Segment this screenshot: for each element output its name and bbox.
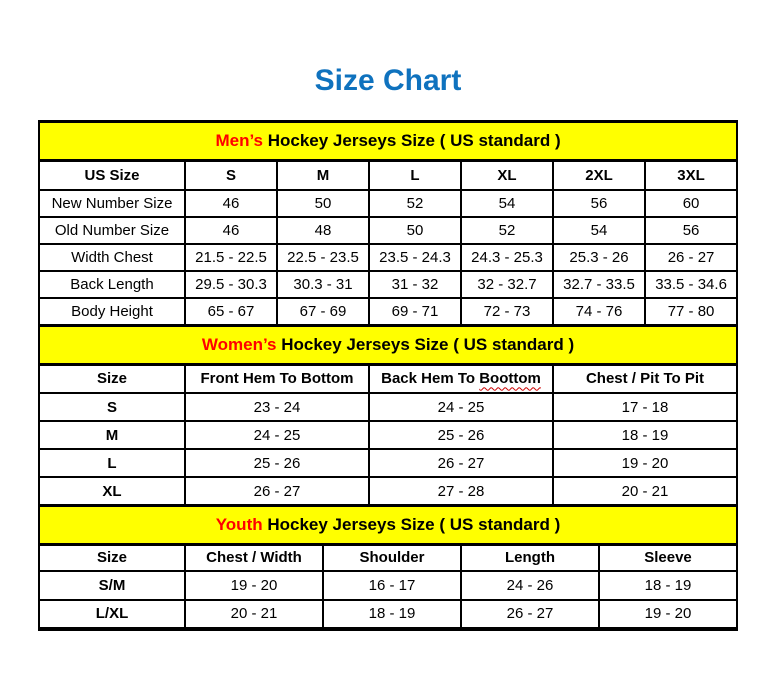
size-cell: 18 - 19: [553, 421, 737, 449]
womens-col-header: [369, 364, 553, 393]
row-label: XL: [39, 477, 185, 505]
youth-col-header: Size: [39, 545, 185, 571]
size-cell: 25 - 26: [369, 421, 553, 449]
size-cell: 46: [185, 190, 277, 217]
size-cell: 74 - 76: [553, 298, 645, 325]
size-cell: 65 - 67: [185, 298, 277, 325]
table-row: [39, 571, 737, 600]
table-row: [39, 190, 737, 217]
row-label: S: [39, 393, 185, 421]
size-cell: 54: [461, 190, 553, 217]
mens-caption: [39, 122, 737, 161]
size-cell: 31 - 32: [369, 271, 461, 298]
size-cell: 72 - 73: [461, 298, 553, 325]
row-label: L/XL: [39, 600, 185, 629]
misspelled-word: Boottom: [479, 370, 541, 388]
youth-col-header: Length: [461, 545, 599, 571]
page-title: Size Chart: [314, 64, 462, 97]
size-cell: 24.3 - 25.3: [461, 244, 553, 271]
size-cell: 32.7 - 33.5: [553, 271, 645, 298]
row-label: New Number Size: [39, 190, 185, 217]
table-row: [39, 449, 737, 477]
size-cell: 20 - 21: [553, 477, 737, 505]
row-label: S/M: [39, 571, 185, 600]
size-cell: 26 - 27: [369, 449, 553, 477]
youth-col-header: Chest / Width: [185, 545, 323, 571]
size-cell: 24 - 25: [185, 421, 369, 449]
youth-size-table: [38, 504, 738, 631]
size-cell: 19 - 20: [599, 600, 737, 629]
size-cell: 52: [369, 190, 461, 217]
youth-caption-rest: Hockey Jerseys Size ( US standard ): [262, 515, 561, 534]
size-cell: 56: [645, 217, 737, 244]
table-row: [39, 271, 737, 298]
size-cell: 26 - 27: [185, 477, 369, 505]
size-cell: 27 - 28: [369, 477, 553, 505]
womens-caption-highlight: Women’s: [201, 334, 277, 354]
row-label: L: [39, 449, 185, 477]
womens-caption-row: [39, 325, 737, 364]
table-row: [39, 421, 737, 449]
size-cell: 17 - 18: [553, 393, 737, 421]
table-row: [39, 298, 737, 325]
size-cell: 24 - 26: [461, 571, 599, 600]
size-cell: 16 - 17: [323, 571, 461, 600]
womens-col-header-text: Back Hem To: [381, 370, 480, 388]
womens-col-header: Chest / Pit To Pit: [553, 364, 737, 393]
size-cell: 60: [645, 190, 737, 217]
size-cell: 50: [277, 190, 369, 217]
mens-col-header: XL: [461, 161, 553, 190]
youth-caption-highlight: Youth: [215, 515, 263, 534]
size-cell: 69 - 71: [369, 298, 461, 325]
size-cell: 67 - 69: [277, 298, 369, 325]
mens-col-header: S: [185, 161, 277, 190]
size-cell: 18 - 19: [599, 571, 737, 600]
size-cell: 77 - 80: [645, 298, 737, 325]
size-cell: 52: [461, 217, 553, 244]
size-cell: 25 - 26: [185, 449, 369, 477]
size-cell: 23 - 24: [185, 393, 369, 421]
size-cell: 56: [553, 190, 645, 217]
size-cell: 50: [369, 217, 461, 244]
size-cell: 19 - 20: [553, 449, 737, 477]
youth-col-header: Shoulder: [323, 545, 461, 571]
size-cell: 46: [185, 217, 277, 244]
size-cell: 33.5 - 34.6: [645, 271, 737, 298]
womens-header-row: [39, 364, 737, 393]
mens-col-header: 3XL: [645, 161, 737, 190]
mens-col-header: US Size: [39, 161, 185, 190]
size-cell: 24 - 25: [369, 393, 553, 421]
womens-caption: [39, 325, 737, 364]
mens-caption-highlight: Men’s: [215, 131, 263, 150]
size-cell: 25.3 - 26: [553, 244, 645, 271]
size-cell: 20 - 21: [185, 600, 323, 629]
row-label: Back Length: [39, 271, 185, 298]
row-label: M: [39, 421, 185, 449]
size-cell: 26 - 27: [461, 600, 599, 629]
row-label: Body Height: [39, 298, 185, 325]
mens-header-row: [39, 161, 737, 190]
row-label: Width Chest: [39, 244, 185, 271]
row-label: Old Number Size: [39, 217, 185, 244]
size-cell: 23.5 - 24.3: [369, 244, 461, 271]
size-cell: 21.5 - 22.5: [185, 244, 277, 271]
size-chart-tables: [38, 120, 736, 631]
mens-caption-rest: Hockey Jerseys Size ( US standard ): [263, 131, 561, 150]
mens-size-table: [38, 120, 738, 326]
table-row: [39, 217, 737, 244]
table-row: [39, 393, 737, 421]
size-cell: 48: [277, 217, 369, 244]
youth-header-row: [39, 545, 737, 571]
table-row: [39, 600, 737, 629]
table-row: [39, 477, 737, 505]
size-cell: 30.3 - 31: [277, 271, 369, 298]
size-cell: 32 - 32.7: [461, 271, 553, 298]
womens-col-header: Size: [39, 364, 185, 393]
youth-caption: [39, 506, 737, 545]
mens-col-header: L: [369, 161, 461, 190]
size-cell: 18 - 19: [323, 600, 461, 629]
mens-col-header: 2XL: [553, 161, 645, 190]
mens-caption-row: [39, 122, 737, 161]
womens-col-header: Front Hem To Bottom: [185, 364, 369, 393]
mens-col-header: M: [277, 161, 369, 190]
womens-caption-rest: Hockey Jerseys Size ( US standard ): [276, 334, 575, 354]
womens-size-table: [38, 324, 738, 507]
size-cell: 22.5 - 23.5: [277, 244, 369, 271]
table-row: [39, 244, 737, 271]
size-cell: 29.5 - 30.3: [185, 271, 277, 298]
youth-caption-row: [39, 506, 737, 545]
size-cell: 19 - 20: [185, 571, 323, 600]
youth-col-header: Sleeve: [599, 545, 737, 571]
size-cell: 54: [553, 217, 645, 244]
size-cell: 26 - 27: [645, 244, 737, 271]
